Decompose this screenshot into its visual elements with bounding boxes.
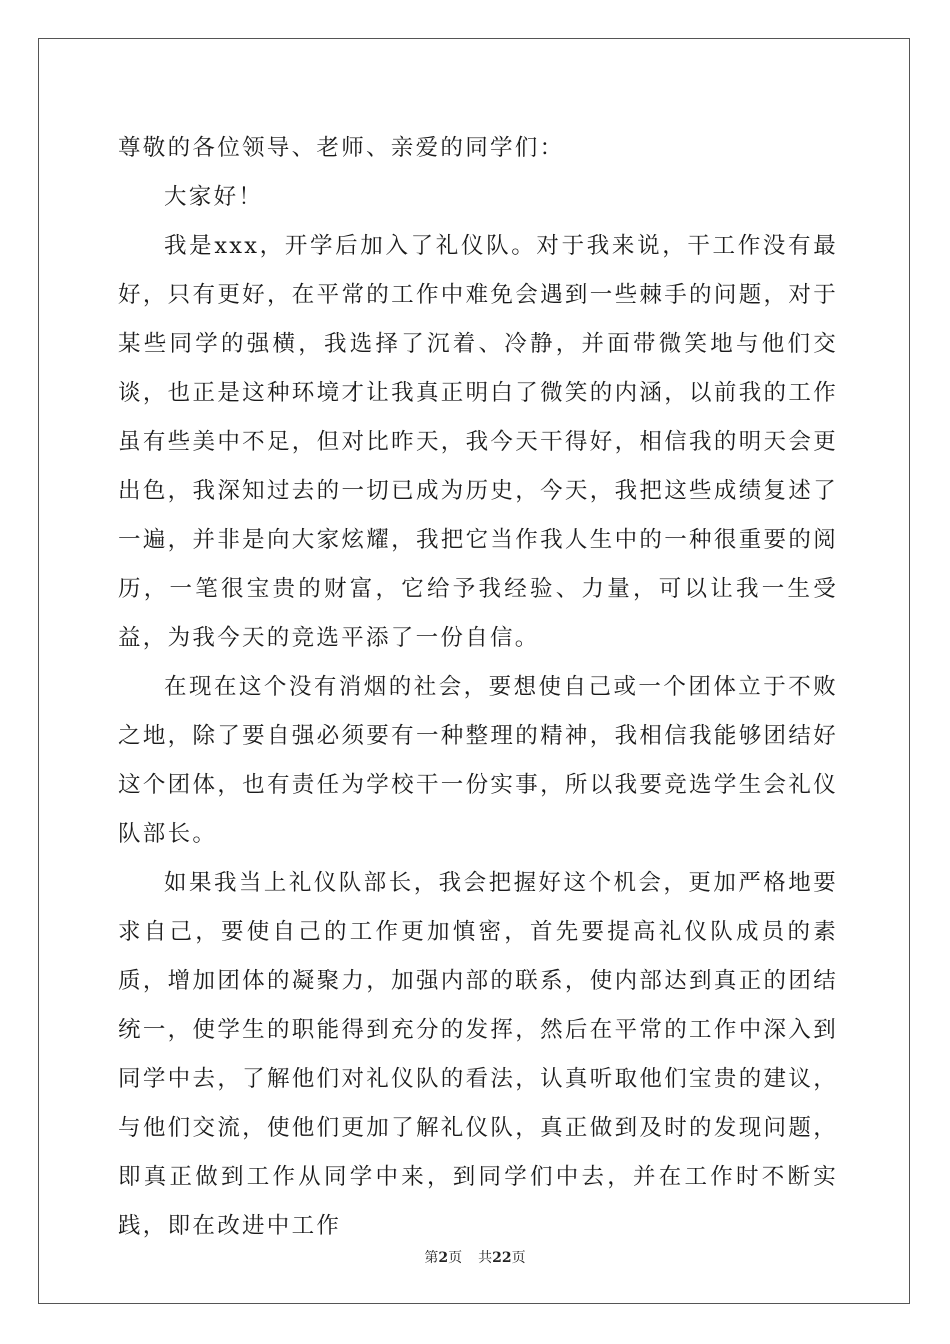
page-footer <box>0 1247 950 1267</box>
total-prefix: 共 <box>478 1250 493 1266</box>
page-number: 2 <box>438 1250 449 1266</box>
page-suffix: 页 <box>448 1250 463 1266</box>
paragraph-2: 在现在这个没有消烟的社会，要想使自己或一个团体立于不败之地，除了要自强必须要有一种整理的精神，我相信我能够团结好这个团体，也有责任为学校干一份实事，所以我要竞选学生会礼仪队部长。 <box>118 674 838 847</box>
paragraph-3: 如果我当上礼仪队部长，我会把握好这个机会，更加严格地要求自己，要使自己的工作更加慎密，首先要提高礼仪队成员的素质，增加团体的凝聚力，加强内部的联系，使内部达到真正的团结统一，使学生的职能得到充分的发挥，然后在平常的工作中深入到同学中去，了解他们对礼仪队的看法，认真听取他们宝贵的建议，与他们交流，使他们更加了解礼仪队，真正做到及时的发现问题，即真正做到工作从同学中来，到同学们中去，并在工作时不断实践，即在改进中工作 <box>118 870 838 1239</box>
total-pages: 22 <box>492 1250 512 1266</box>
total-suffix: 页 <box>511 1250 526 1266</box>
document-body <box>118 124 838 1251</box>
salutation: 尊敬的各位领导、老师、亲爱的同学们： <box>118 135 565 161</box>
greeting: 大家好！ <box>164 184 264 210</box>
paragraph-1: 我是xxx，开学后加入了礼仪队。对于我来说，干工作没有最好，只有更好，在平常的工作中难免会遇到一些棘手的问题，对于某些同学的强横，我选择了沉着、冷静，并面带微笑地与他们交谈，也正是这种环境才让我真正明白了微笑的内涵，以前我的工作虽有些美中不足，但对比昨天，我今天干得好，相信我的明天会更出色，我深知过去的一切已成为历史，今天，我把这些成绩复述了一遍，并非是向大家炫耀，我把它当作我人生中的一种很重要的阅历，一笔很宝贵的财富，它给予我经验、力量，可以让我一生受益，为我今天的竞选平添了一份自信。 <box>118 233 838 651</box>
page-prefix: 第 <box>424 1250 439 1266</box>
